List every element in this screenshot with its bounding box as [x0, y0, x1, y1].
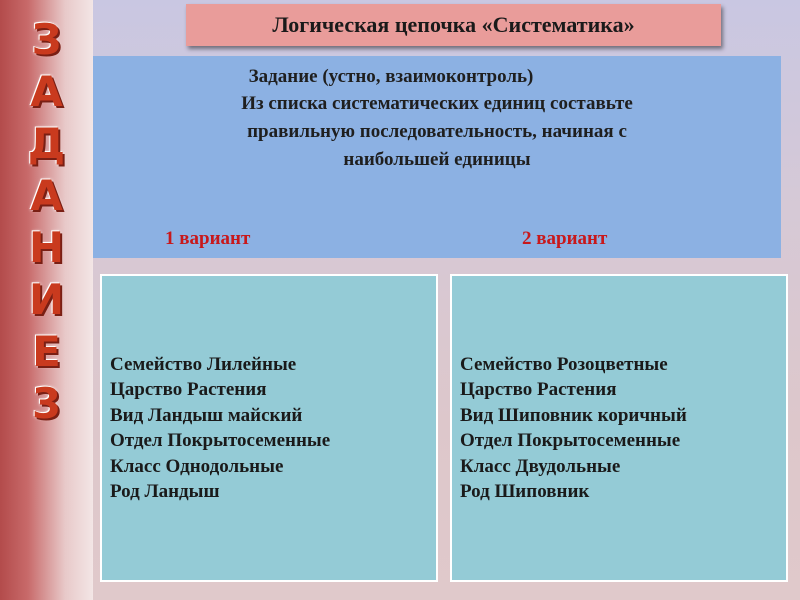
list-item: Вид Шиповник коричный	[460, 404, 687, 426]
list-item: Отдел Покрытосеменные	[110, 430, 331, 451]
list-item: Класс Однодольные	[110, 455, 284, 477]
variant-2-list	[452, 352, 687, 505]
list-item: Род Ландыш	[110, 481, 220, 502]
side-letter: Н	[28, 223, 65, 272]
task-text-line: правильную последовательность, начиная с	[247, 121, 627, 142]
list-item: Вид Ландыш майский	[110, 404, 303, 426]
list-item: Класс Двудольные	[460, 455, 621, 477]
list-item: Семейство Розоцветные	[460, 353, 668, 375]
side-letter: Е	[32, 327, 61, 376]
list-item: Род Шиповник	[460, 481, 590, 502]
slide-title: Логическая цепочка «Систематика»	[186, 4, 721, 46]
task-panel	[93, 56, 781, 258]
side-letter: 3	[31, 379, 62, 428]
variant-2-label: 2 вариант	[522, 228, 608, 249]
side-letter: А	[30, 67, 63, 116]
list-item: Царство Растения	[110, 379, 267, 400]
side-letter: А	[30, 171, 63, 220]
list-item: Царство Растения	[460, 379, 617, 400]
list-item: Семейство Лилейные	[110, 353, 297, 375]
side-letter: И	[28, 275, 65, 324]
side-letter: Д	[27, 119, 66, 168]
variant-1-list	[102, 352, 330, 505]
variant-1-card	[100, 274, 438, 582]
task-text-line: наибольшей единицы	[343, 149, 531, 170]
list-item: Отдел Покрытосеменные	[460, 430, 681, 451]
side-letter: З	[31, 15, 62, 64]
task-heading: Задание (устно, взаимоконтроль)	[248, 66, 534, 87]
side-word-banner	[0, 0, 93, 600]
task-text	[93, 90, 781, 174]
task-text-line: Из списка систематических единиц составьте	[241, 93, 633, 114]
variant-1-label: 1 вариант	[165, 228, 251, 249]
variant-2-card	[450, 274, 788, 582]
